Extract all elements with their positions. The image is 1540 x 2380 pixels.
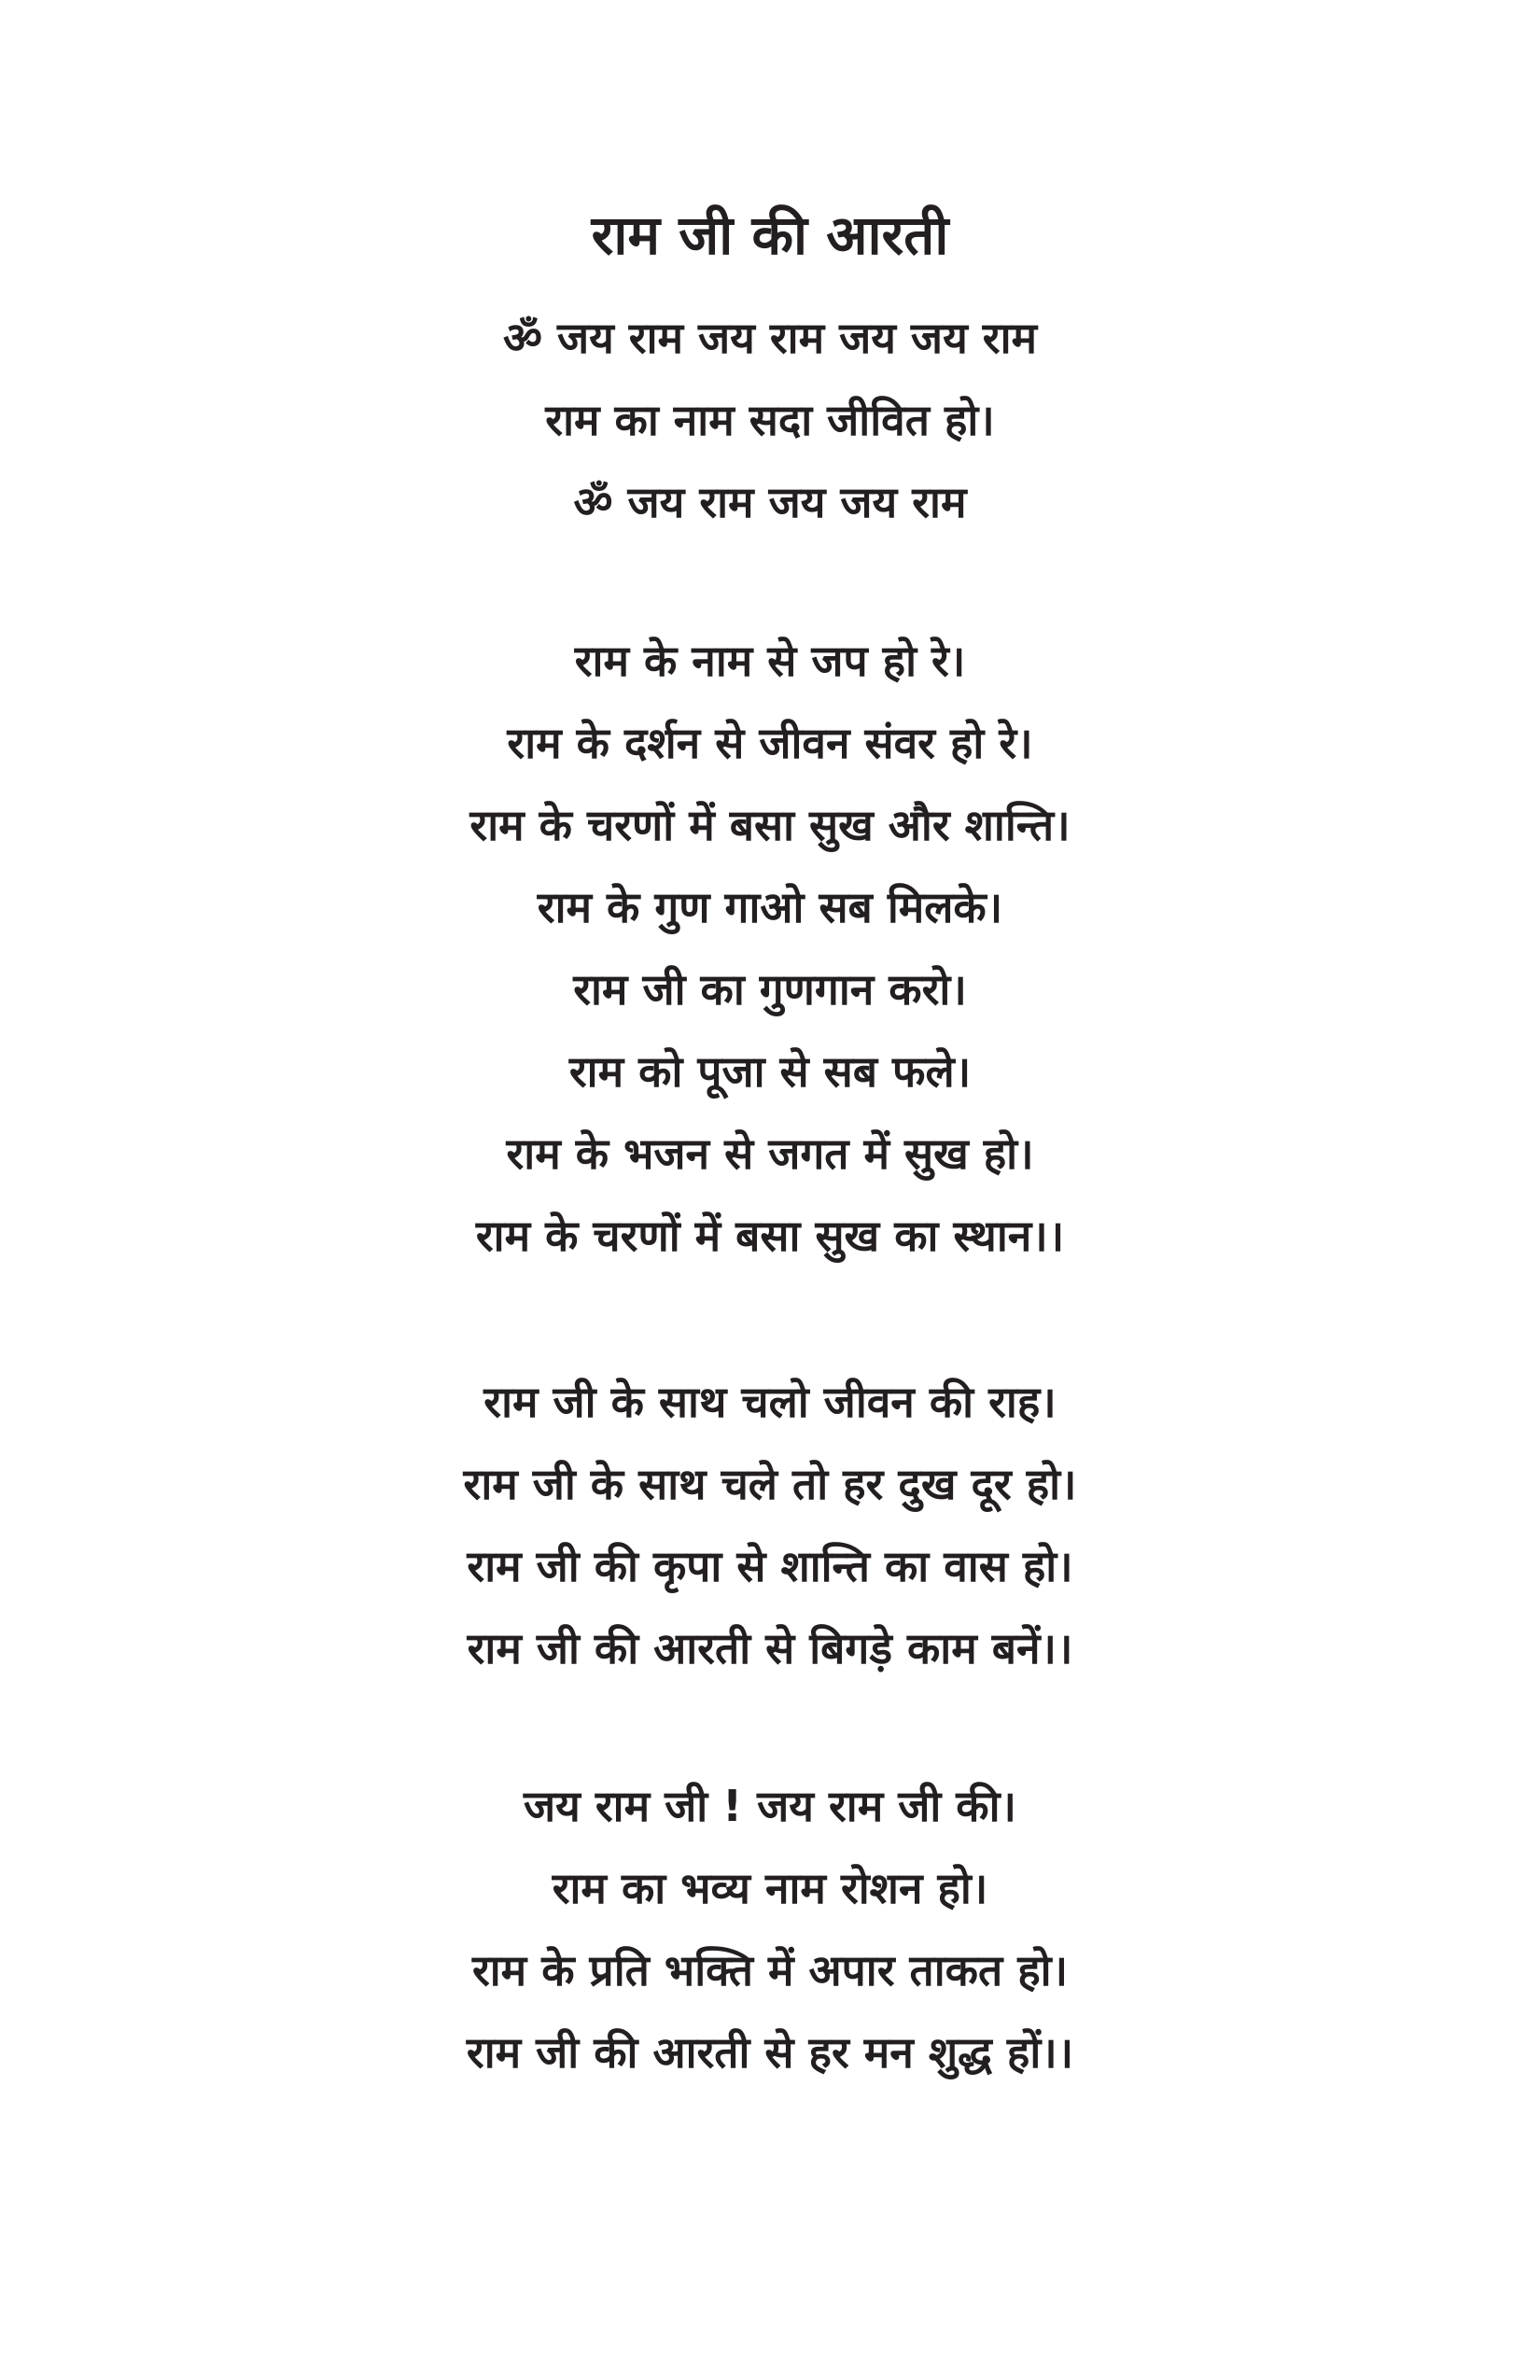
- verse-line: राम जी के साथ चले तो हर दुख दूर हो।: [463, 1459, 1077, 1509]
- verse-line: ॐ जय राम जय राम जय जय राम: [502, 313, 1037, 363]
- stanza-1: [0, 297, 1540, 543]
- verse-line: राम के प्रति भक्ति में अपार ताकत हो।: [471, 1945, 1069, 1995]
- verse-line: राम को पूजा से सब फले।: [568, 1046, 972, 1097]
- stanza-2: [0, 620, 1540, 1277]
- verse-line: राम के भजन से जगत में सुख हो।: [506, 1128, 1034, 1179]
- page-title: राम जी की आरती: [591, 203, 949, 267]
- verse-line: राम का नाम सदा जीवित हो।: [545, 395, 995, 445]
- verse-line: राम जी का गुणगान करो।: [573, 964, 967, 1015]
- verse-line: राम के गुण गाओ सब मिलके।: [537, 882, 1003, 932]
- verse-line: राम के दर्शन से जीवन संवर हो रे।: [507, 718, 1033, 768]
- stanza-4: [0, 1765, 1540, 2093]
- verse-line: राम जी की आरती से बिगड़े काम बनें।।: [467, 1623, 1073, 1673]
- verse-line: राम के चरणों में बसा सुख और शान्ति।: [469, 800, 1071, 850]
- verse-line: राम के चरणों में बसा सुख का स्थान।।: [475, 1211, 1065, 1261]
- verse-line: राम जी की आरती से हर मन शुद्ध हों।।: [466, 2027, 1074, 2078]
- verse-line: राम जी के साथ चलो जीवन की राह।: [483, 1377, 1057, 1427]
- verse-line: जय राम जी ! जय राम जी की।: [524, 1781, 1016, 1831]
- verse-line: राम का भव्य नाम रोशन हो।: [552, 1863, 988, 1913]
- verse-line: राम के नाम से जप हो रे।: [574, 636, 966, 686]
- verse-line: राम जी की कृपा से शान्ति का वास हो।: [467, 1541, 1073, 1591]
- stanza-3: [0, 1361, 1540, 1689]
- verse-line: ॐ जय राम जय जय राम: [573, 477, 967, 527]
